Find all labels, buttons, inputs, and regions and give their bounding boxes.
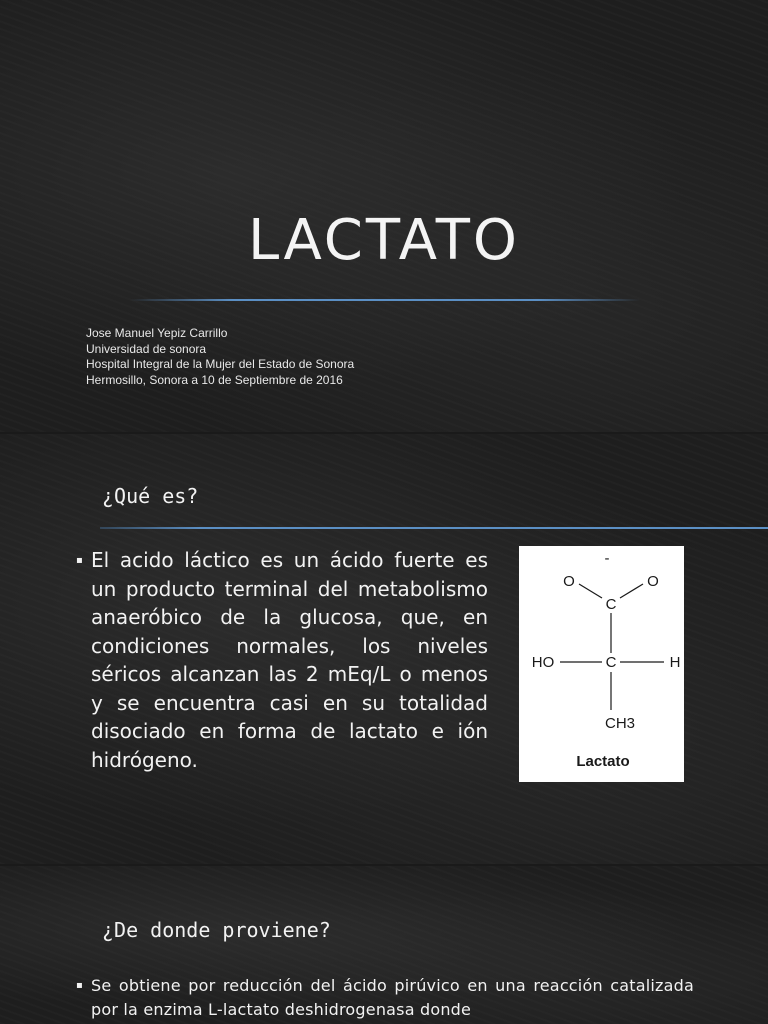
atom-hydrogen: H	[669, 654, 681, 671]
atom-methyl: CH3	[604, 715, 636, 732]
bullet-square-icon: ▪	[76, 555, 83, 566]
slide-heading: ¿De donde proviene?	[102, 918, 331, 942]
bullet-item	[76, 546, 488, 774]
bullet-square-icon: ▪	[76, 980, 83, 991]
definition-slide	[0, 434, 768, 864]
bullet-text: El acido láctico es un ácido fuerte es un producto terminal del metabolismo anaeróbico de la glucosa, que, en condiciones normales, los niveles séricos alcanzan las 2 mEq/L o menos y se encuentra casi en su totalidad disociado en forma de lactato e ión hidrógeno.	[91, 548, 488, 772]
atom-carbon-alpha: C	[605, 654, 617, 671]
author-name: Jose Manuel Yepiz Carrillo	[86, 326, 228, 340]
lactate-structure-figure	[519, 546, 684, 782]
slide-heading: ¿Qué es?	[102, 484, 199, 508]
figure-caption: Lactato	[576, 753, 630, 770]
lactate-structure-diagram	[519, 546, 684, 782]
heading-divider	[100, 527, 768, 529]
charge-label: -	[604, 550, 610, 567]
atom-hydroxyl: HO	[531, 654, 555, 671]
author-hospital: Hospital Integral de la Mujer del Estado de Sonora	[86, 357, 355, 371]
author-block	[86, 326, 354, 388]
origin-slide	[0, 866, 768, 1024]
slide-title: LACTATO	[247, 208, 520, 273]
author-location-date: Hermosillo, Sonora a 10 de Septiembre de 2016	[86, 372, 343, 387]
author-university: Universidad de sonora	[86, 341, 207, 356]
bond-c-o-left	[579, 584, 602, 598]
bullet-item	[76, 974, 694, 1022]
atom-carbon-carboxyl: C	[605, 596, 617, 613]
bond-c-o-right	[620, 584, 643, 598]
title-slide	[0, 0, 768, 432]
atom-oxygen-left: O	[563, 573, 575, 590]
atom-oxygen-right: O	[647, 573, 659, 590]
title-divider	[130, 299, 640, 301]
bullet-text: Se obtiene por reducción del ácido pirúvico en una reacción catalizada por la enzima L-lactato deshidrogenasa donde	[91, 976, 694, 1019]
